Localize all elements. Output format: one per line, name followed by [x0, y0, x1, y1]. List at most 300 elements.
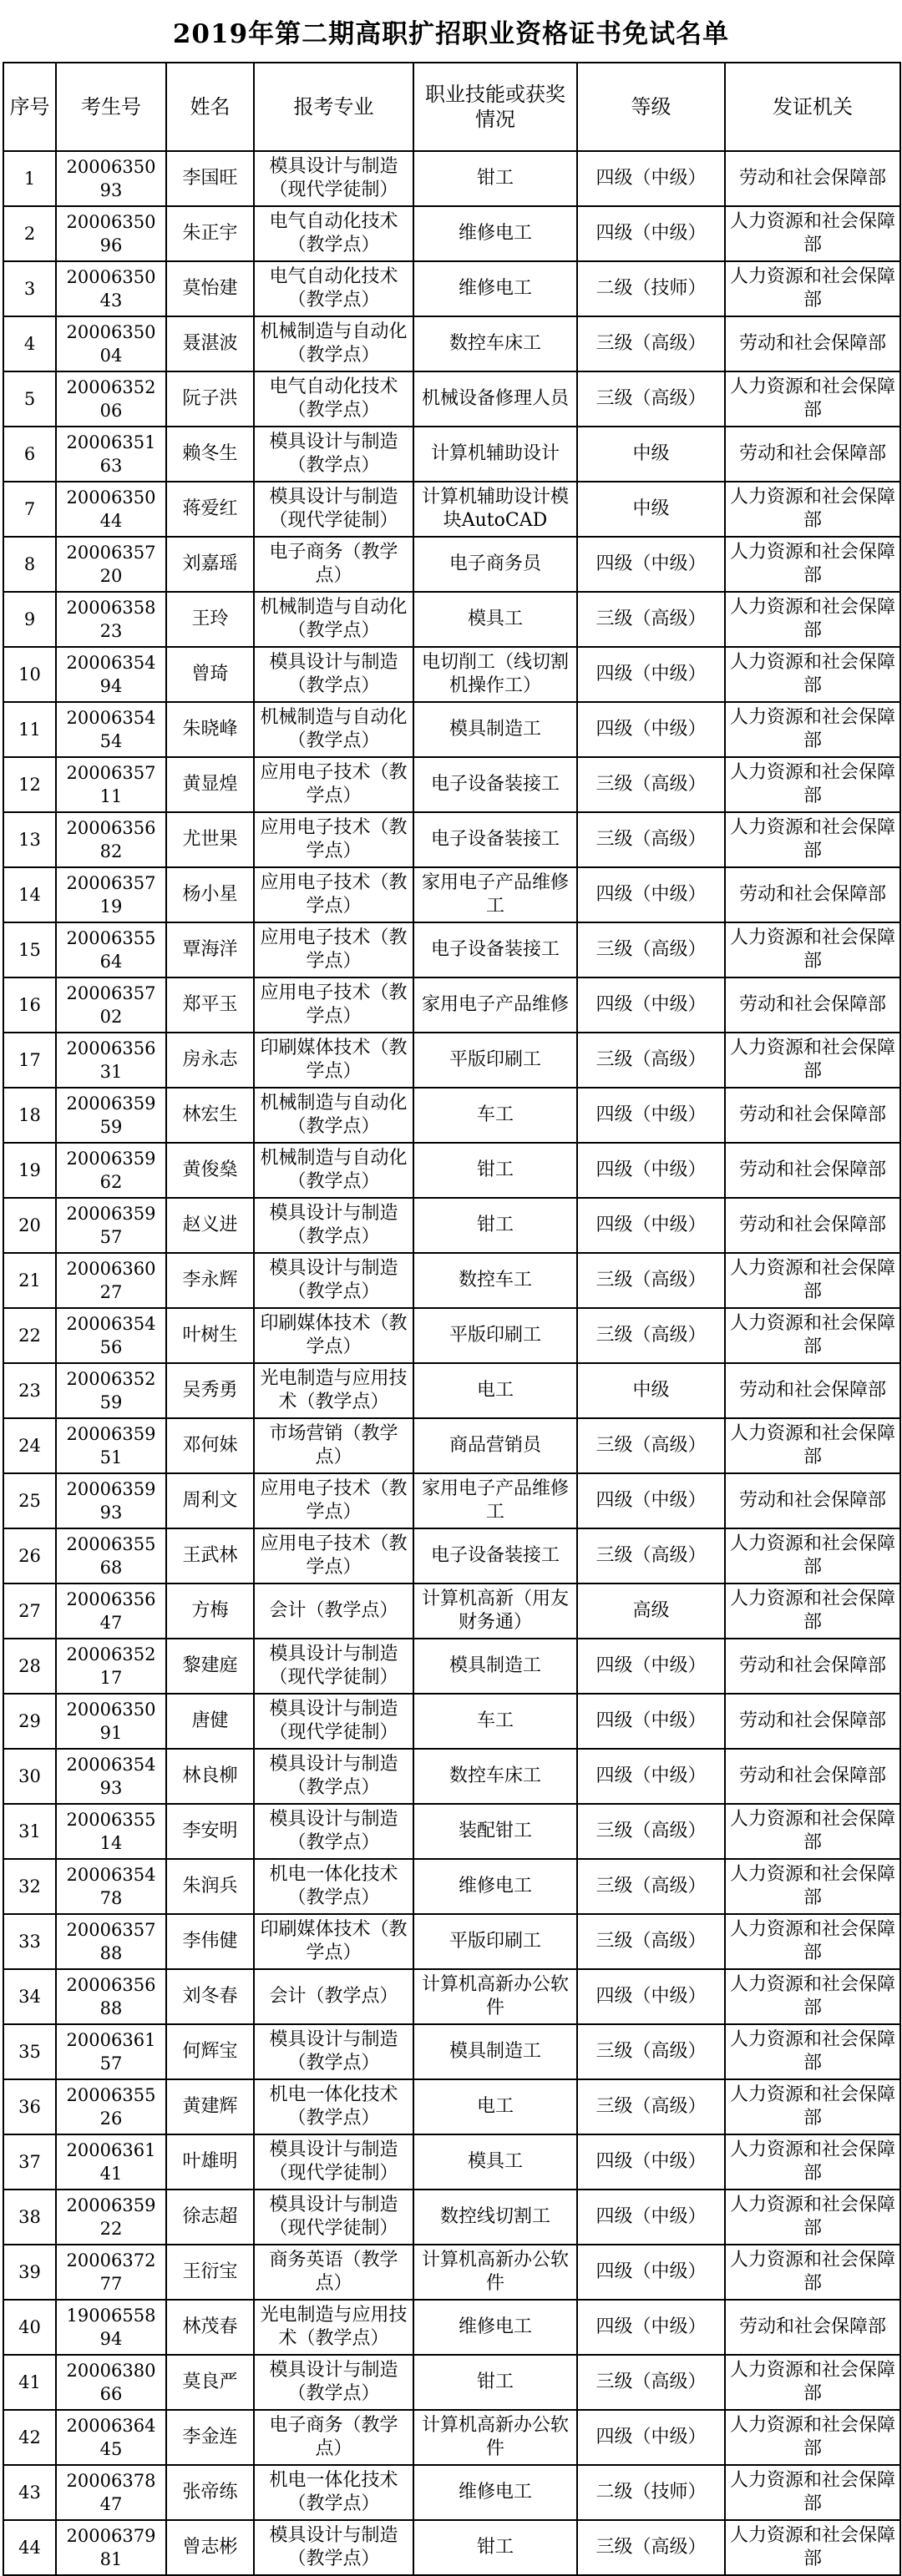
cell-major: 电子商务（教学点） [254, 537, 413, 592]
cell-index: 42 [3, 2410, 56, 2465]
cell-major: 应用电子技术（教学点） [254, 867, 413, 922]
cell-major: 模具设计与制造（现代学徒制） [254, 1639, 413, 1694]
table-row [3, 1914, 900, 1969]
cell-authority: 人力资源和社会保障部 [725, 206, 900, 261]
cell-candidate-number: 2000635957 [56, 1198, 166, 1253]
cell-name: 叶树生 [166, 1308, 254, 1363]
cell-name: 蒋爱红 [166, 482, 254, 537]
table-row [3, 427, 900, 482]
cell-skill: 计算机辅助设计模块AutoCAD [413, 482, 577, 537]
cell-level: 四级（中级） [577, 206, 725, 261]
table-row [3, 1528, 900, 1583]
cell-name: 林茂春 [166, 2300, 254, 2355]
cell-authority: 人力资源和社会保障部 [725, 2465, 900, 2520]
cell-level: 四级（中级） [577, 1473, 725, 1528]
cell-level: 三级（高级） [577, 1804, 725, 1859]
cell-name: 朱润兵 [166, 1859, 254, 1914]
cell-skill: 数控线切割工 [413, 2190, 577, 2245]
cell-authority: 劳动和社会保障部 [725, 1363, 900, 1418]
cell-index: 36 [3, 2079, 56, 2134]
cell-major: 机械制造与自动化（教学点） [254, 592, 413, 647]
cell-index: 12 [3, 757, 56, 812]
cell-candidate-number: 2000635093 [56, 151, 166, 206]
cell-authority: 劳动和社会保障部 [725, 2300, 900, 2355]
header-name: 姓名 [166, 63, 254, 151]
cell-skill: 电子设备装接工 [413, 1528, 577, 1583]
cell-index: 3 [3, 261, 56, 316]
cell-major: 应用电子技术（教学点） [254, 1473, 413, 1528]
cell-authority: 人力资源和社会保障部 [725, 812, 900, 867]
cell-name: 周利文 [166, 1473, 254, 1528]
table-row [3, 1473, 900, 1528]
cell-authority: 劳动和社会保障部 [725, 867, 900, 922]
cell-major: 应用电子技术（教学点） [254, 757, 413, 812]
cell-major: 印刷媒体技术（教学点） [254, 1308, 413, 1363]
cell-name: 曾志彬 [166, 2520, 254, 2575]
cell-name: 邓何妹 [166, 1418, 254, 1473]
table-body [3, 151, 900, 2575]
cell-skill: 车工 [413, 1694, 577, 1749]
cell-authority: 劳动和社会保障部 [725, 1198, 900, 1253]
cell-level: 四级（中级） [577, 867, 725, 922]
cell-authority: 人力资源和社会保障部 [725, 1804, 900, 1859]
cell-index: 10 [3, 647, 56, 702]
cell-authority: 人力资源和社会保障部 [725, 371, 900, 427]
cell-index: 43 [3, 2465, 56, 2520]
cell-skill: 商品营销员 [413, 1418, 577, 1473]
cell-level: 四级（中级） [577, 1749, 725, 1804]
cell-skill: 钳工 [413, 2520, 577, 2575]
cell-authority: 人力资源和社会保障部 [725, 922, 900, 977]
cell-index: 28 [3, 1639, 56, 1694]
cell-index: 35 [3, 2024, 56, 2079]
cell-major: 电气自动化技术（教学点） [254, 371, 413, 427]
cell-candidate-number: 2000636141 [56, 2134, 166, 2190]
cell-major: 电子商务（教学点） [254, 2410, 413, 2465]
table-row [3, 2465, 900, 2520]
cell-name: 张帝练 [166, 2465, 254, 2520]
cell-candidate-number: 2000637277 [56, 2245, 166, 2300]
cell-index: 8 [3, 537, 56, 592]
cell-candidate-number: 2000637981 [56, 2520, 166, 2575]
cell-index: 32 [3, 1859, 56, 1914]
table-row [3, 1363, 900, 1418]
cell-index: 6 [3, 427, 56, 482]
cell-index: 24 [3, 1418, 56, 1473]
cell-major: 应用电子技术（教学点） [254, 812, 413, 867]
cell-level: 二级（技师） [577, 261, 725, 316]
table-row [3, 592, 900, 647]
cell-level: 三级（高级） [577, 1914, 725, 1969]
cell-name: 李伟健 [166, 1914, 254, 1969]
cell-skill: 机械设备修理人员 [413, 371, 577, 427]
cell-major: 机电一体化技术（教学点） [254, 2465, 413, 2520]
cell-authority: 人力资源和社会保障部 [725, 1969, 900, 2024]
table-row [3, 1859, 900, 1914]
cell-index: 15 [3, 922, 56, 977]
cell-index: 11 [3, 702, 56, 757]
cell-candidate-number: 2000635788 [56, 1914, 166, 1969]
cell-skill: 计算机高新（用友财务通） [413, 1583, 577, 1639]
cell-major: 机电一体化技术（教学点） [254, 1859, 413, 1914]
cell-index: 34 [3, 1969, 56, 2024]
cell-name: 郑平玉 [166, 977, 254, 1033]
cell-authority: 劳动和社会保障部 [725, 1143, 900, 1198]
cell-authority: 人力资源和社会保障部 [725, 2355, 900, 2410]
cell-level: 三级（高级） [577, 1253, 725, 1308]
cell-authority: 人力资源和社会保障部 [725, 2134, 900, 2190]
cell-candidate-number: 2000635043 [56, 261, 166, 316]
cell-index: 9 [3, 592, 56, 647]
cell-authority: 人力资源和社会保障部 [725, 647, 900, 702]
cell-major: 印刷媒体技术（教学点） [254, 1033, 413, 1088]
cell-skill: 钳工 [413, 2355, 577, 2410]
cell-candidate-number: 2000635719 [56, 867, 166, 922]
table-row [3, 537, 900, 592]
cell-name: 李国旺 [166, 151, 254, 206]
cell-index: 2 [3, 206, 56, 261]
cell-major: 光电制造与应用技术（教学点） [254, 1363, 413, 1418]
cell-level: 中级 [577, 482, 725, 537]
cell-name: 林良柳 [166, 1749, 254, 1804]
cell-name: 刘冬春 [166, 1969, 254, 2024]
cell-skill: 模具制造工 [413, 702, 577, 757]
cell-authority: 人力资源和社会保障部 [725, 1859, 900, 1914]
cell-skill: 维修电工 [413, 2465, 577, 2520]
cell-skill: 电工 [413, 1363, 577, 1418]
cell-level: 三级（高级） [577, 2520, 725, 2575]
cell-name: 王玲 [166, 592, 254, 647]
cell-major: 模具设计与制造（教学点） [254, 1749, 413, 1804]
cell-index: 25 [3, 1473, 56, 1528]
cell-level: 四级（中级） [577, 2245, 725, 2300]
cell-candidate-number: 2000635959 [56, 1088, 166, 1143]
cell-major: 机械制造与自动化（教学点） [254, 316, 413, 371]
table-row [3, 316, 900, 371]
table-row [3, 977, 900, 1033]
table-row [3, 1033, 900, 1088]
cell-level: 高级 [577, 1583, 725, 1639]
table-row [3, 2024, 900, 2079]
cell-major: 模具设计与制造（现代学徒制） [254, 2190, 413, 2245]
cell-index: 39 [3, 2245, 56, 2300]
cell-name: 黄俊燊 [166, 1143, 254, 1198]
cell-index: 30 [3, 1749, 56, 1804]
cell-level: 三级（高级） [577, 922, 725, 977]
table-row [3, 206, 900, 261]
cell-major: 模具设计与制造（现代学徒制） [254, 482, 413, 537]
cell-level: 四级（中级） [577, 1639, 725, 1694]
cell-major: 应用电子技术（教学点） [254, 977, 413, 1033]
cell-name: 莫怡建 [166, 261, 254, 316]
cell-candidate-number: 2000635682 [56, 812, 166, 867]
table-row [3, 2300, 900, 2355]
cell-candidate-number: 2000636027 [56, 1253, 166, 1308]
cell-skill: 平版印刷工 [413, 1914, 577, 1969]
cell-skill: 维修电工 [413, 2300, 577, 2355]
cell-level: 三级（高级） [577, 1859, 725, 1914]
cell-name: 朱正宇 [166, 206, 254, 261]
cell-major: 机械制造与自动化（教学点） [254, 702, 413, 757]
cell-skill: 车工 [413, 1088, 577, 1143]
cell-major: 会计（教学点） [254, 1583, 413, 1639]
cell-skill: 电子设备装接工 [413, 812, 577, 867]
cell-skill: 家用电子产品维修 [413, 977, 577, 1033]
cell-candidate-number: 2000637847 [56, 2465, 166, 2520]
cell-level: 四级（中级） [577, 2410, 725, 2465]
cell-major: 模具设计与制造（教学点） [254, 647, 413, 702]
cell-skill: 维修电工 [413, 261, 577, 316]
cell-major: 模具设计与制造（教学点） [254, 2024, 413, 2079]
cell-name: 黄显煌 [166, 757, 254, 812]
table-row [3, 647, 900, 702]
cell-candidate-number: 2000635564 [56, 922, 166, 977]
cell-authority: 人力资源和社会保障部 [725, 1418, 900, 1473]
cell-authority: 人力资源和社会保障部 [725, 2245, 900, 2300]
table-row [3, 1583, 900, 1639]
cell-authority: 人力资源和社会保障部 [725, 1253, 900, 1308]
cell-candidate-number: 2000635096 [56, 206, 166, 261]
cell-level: 四级（中级） [577, 1694, 725, 1749]
cell-candidate-number: 2000635163 [56, 427, 166, 482]
cell-level: 三级（高级） [577, 2024, 725, 2079]
table-row [3, 2245, 900, 2300]
cell-major: 市场营销（教学点） [254, 1418, 413, 1473]
cell-index: 16 [3, 977, 56, 1033]
cell-name: 曾琦 [166, 647, 254, 702]
cell-name: 王衍宝 [166, 2245, 254, 2300]
cell-index: 40 [3, 2300, 56, 2355]
cell-level: 三级（高级） [577, 1418, 725, 1473]
cell-name: 覃海洋 [166, 922, 254, 977]
cell-index: 44 [3, 2520, 56, 2575]
table-row [3, 2410, 900, 2465]
table-row [3, 1143, 900, 1198]
cell-level: 四级（中级） [577, 702, 725, 757]
table-row [3, 702, 900, 757]
cell-skill: 装配钳工 [413, 1804, 577, 1859]
cell-index: 17 [3, 1033, 56, 1088]
cell-candidate-number: 2000635823 [56, 592, 166, 647]
cell-skill: 平版印刷工 [413, 1033, 577, 1088]
cell-level: 四级（中级） [577, 647, 725, 702]
cell-candidate-number: 2000635711 [56, 757, 166, 812]
cell-name: 阮子洪 [166, 371, 254, 427]
cell-candidate-number: 2000635720 [56, 537, 166, 592]
cell-authority: 人力资源和社会保障部 [725, 482, 900, 537]
cell-authority: 劳动和社会保障部 [725, 1088, 900, 1143]
table-row [3, 151, 900, 206]
cell-authority: 人力资源和社会保障部 [725, 261, 900, 316]
cell-index: 27 [3, 1583, 56, 1639]
cell-authority: 人力资源和社会保障部 [725, 2190, 900, 2245]
cell-candidate-number: 2000635631 [56, 1033, 166, 1088]
table-row [3, 812, 900, 867]
table-row [3, 2190, 900, 2245]
cell-level: 三级（高级） [577, 757, 725, 812]
cell-name: 何辉宝 [166, 2024, 254, 2079]
cell-candidate-number: 2000635259 [56, 1363, 166, 1418]
cell-level: 四级（中级） [577, 2134, 725, 2190]
cell-index: 29 [3, 1694, 56, 1749]
table-row [3, 1694, 900, 1749]
cell-index: 14 [3, 867, 56, 922]
cell-level: 三级（高级） [577, 371, 725, 427]
cell-skill: 钳工 [413, 151, 577, 206]
cell-major: 电气自动化技术（教学点） [254, 261, 413, 316]
cell-major: 模具设计与制造（现代学徒制） [254, 2134, 413, 2190]
header-index: 序号 [3, 63, 56, 151]
cell-name: 林宏生 [166, 1088, 254, 1143]
cell-level: 四级（中级） [577, 2190, 725, 2245]
cell-candidate-number: 2000635526 [56, 2079, 166, 2134]
table-row [3, 1749, 900, 1804]
cell-major: 机电一体化技术（教学点） [254, 2079, 413, 2134]
cell-level: 四级（中级） [577, 2300, 725, 2355]
cell-authority: 人力资源和社会保障部 [725, 1308, 900, 1363]
header-level: 等级 [577, 63, 725, 151]
cell-skill: 电工 [413, 2079, 577, 2134]
cell-level: 四级（中级） [577, 537, 725, 592]
table-row [3, 1969, 900, 2024]
cell-level: 三级（高级） [577, 1033, 725, 1088]
cell-level: 三级（高级） [577, 812, 725, 867]
cell-authority: 劳动和社会保障部 [725, 1694, 900, 1749]
cell-skill: 模具工 [413, 592, 577, 647]
cell-name: 刘嘉瑶 [166, 537, 254, 592]
cell-major: 印刷媒体技术（教学点） [254, 1914, 413, 1969]
cell-skill: 计算机高新办公软件 [413, 2410, 577, 2465]
cell-candidate-number: 2000638066 [56, 2355, 166, 2410]
cell-name: 王武林 [166, 1528, 254, 1583]
cell-authority: 劳动和社会保障部 [725, 977, 900, 1033]
table-row [3, 2520, 900, 2575]
cell-candidate-number: 2000635004 [56, 316, 166, 371]
cell-major: 机械制造与自动化（教学点） [254, 1088, 413, 1143]
cell-major: 应用电子技术（教学点） [254, 1528, 413, 1583]
cell-authority: 劳动和社会保障部 [725, 427, 900, 482]
table-row [3, 482, 900, 537]
cell-major: 模具设计与制造（现代学徒制） [254, 1694, 413, 1749]
cell-authority: 人力资源和社会保障部 [725, 2079, 900, 2134]
header-major: 报考专业 [254, 63, 413, 151]
exemption-list-table [3, 62, 901, 2576]
cell-skill: 平版印刷工 [413, 1308, 577, 1363]
cell-candidate-number: 2000635514 [56, 1804, 166, 1859]
cell-skill: 维修电工 [413, 1859, 577, 1914]
cell-major: 模具设计与制造（教学点） [254, 427, 413, 482]
cell-skill: 钳工 [413, 1143, 577, 1198]
cell-level: 四级（中级） [577, 151, 725, 206]
cell-index: 31 [3, 1804, 56, 1859]
cell-candidate-number: 2000635091 [56, 1694, 166, 1749]
cell-name: 莫良严 [166, 2355, 254, 2410]
cell-authority: 人力资源和社会保障部 [725, 1033, 900, 1088]
cell-skill: 数控车床工 [413, 1749, 577, 1804]
cell-index: 13 [3, 812, 56, 867]
cell-skill: 数控车工 [413, 1253, 577, 1308]
cell-candidate-number: 2000635456 [56, 1308, 166, 1363]
header-skill-or-award: 职业技能或获奖情况 [413, 63, 577, 151]
cell-authority: 人力资源和社会保障部 [725, 537, 900, 592]
cell-level: 三级（高级） [577, 2079, 725, 2134]
cell-index: 37 [3, 2134, 56, 2190]
cell-major: 商务英语（教学点） [254, 2245, 413, 2300]
cell-authority: 人力资源和社会保障部 [725, 2410, 900, 2465]
cell-level: 三级（高级） [577, 2355, 725, 2410]
table-row [3, 1804, 900, 1859]
cell-index: 18 [3, 1088, 56, 1143]
table-row [3, 1308, 900, 1363]
cell-name: 徐志超 [166, 2190, 254, 2245]
cell-level: 四级（中级） [577, 1143, 725, 1198]
table-row [3, 1253, 900, 1308]
cell-candidate-number: 2000635951 [56, 1418, 166, 1473]
cell-index: 38 [3, 2190, 56, 2245]
cell-major: 光电制造与应用技术（教学点） [254, 2300, 413, 2355]
cell-index: 33 [3, 1914, 56, 1969]
cell-name: 李金连 [166, 2410, 254, 2465]
cell-major: 模具设计与制造（现代学徒制） [254, 151, 413, 206]
cell-name: 黄建辉 [166, 2079, 254, 2134]
cell-level: 四级（中级） [577, 1198, 725, 1253]
cell-index: 5 [3, 371, 56, 427]
table-row [3, 2134, 900, 2190]
cell-authority: 人力资源和社会保障部 [725, 2024, 900, 2079]
cell-authority: 人力资源和社会保障部 [725, 1583, 900, 1639]
cell-candidate-number: 2000635962 [56, 1143, 166, 1198]
cell-level: 三级（高级） [577, 316, 725, 371]
cell-name: 叶雄明 [166, 2134, 254, 2190]
table-row [3, 1088, 900, 1143]
cell-index: 26 [3, 1528, 56, 1583]
cell-name: 唐健 [166, 1694, 254, 1749]
cell-skill: 计算机辅助设计 [413, 427, 577, 482]
cell-authority: 劳动和社会保障部 [725, 1749, 900, 1804]
cell-authority: 劳动和社会保障部 [725, 316, 900, 371]
cell-candidate-number: 2000635478 [56, 1859, 166, 1914]
cell-authority: 人力资源和社会保障部 [725, 592, 900, 647]
cell-name: 吴秀勇 [166, 1363, 254, 1418]
cell-name: 李安明 [166, 1804, 254, 1859]
cell-name: 聂湛波 [166, 316, 254, 371]
cell-name: 尤世果 [166, 812, 254, 867]
table-header-row [3, 63, 900, 151]
table-row [3, 1418, 900, 1473]
cell-major: 模具设计与制造（教学点） [254, 2355, 413, 2410]
cell-name: 赖冬生 [166, 427, 254, 482]
cell-index: 19 [3, 1143, 56, 1198]
cell-authority: 劳动和社会保障部 [725, 151, 900, 206]
cell-major: 模具设计与制造（教学点） [254, 1198, 413, 1253]
cell-index: 20 [3, 1198, 56, 1253]
cell-authority: 人力资源和社会保障部 [725, 1914, 900, 1969]
cell-skill: 电切削工（线切割机操作工） [413, 647, 577, 702]
cell-skill: 计算机高新办公软件 [413, 2245, 577, 2300]
cell-index: 21 [3, 1253, 56, 1308]
cell-index: 22 [3, 1308, 56, 1363]
cell-level: 二级（技师） [577, 2465, 725, 2520]
cell-skill: 计算机高新办公软件 [413, 1969, 577, 2024]
cell-candidate-number: 2000635454 [56, 702, 166, 757]
cell-candidate-number: 2000635217 [56, 1639, 166, 1694]
cell-skill: 家用电子产品维修工 [413, 1473, 577, 1528]
cell-level: 中级 [577, 427, 725, 482]
cell-candidate-number: 1900655894 [56, 2300, 166, 2355]
cell-index: 7 [3, 482, 56, 537]
cell-level: 三级（高级） [577, 1528, 725, 1583]
cell-index: 4 [3, 316, 56, 371]
